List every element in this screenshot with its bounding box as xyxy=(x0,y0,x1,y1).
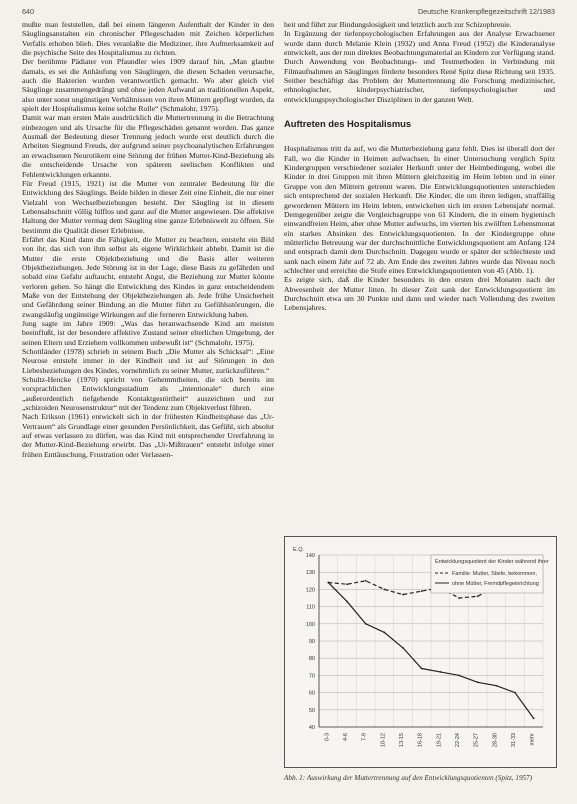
legend-entry: ohne Mütter, Fremdpflegeinrichtung xyxy=(452,581,539,587)
data-point xyxy=(383,589,385,591)
page-number: 640 xyxy=(22,7,34,16)
y-tick-label: 90 xyxy=(308,639,315,645)
y-axis-label: E.Q. xyxy=(293,547,305,553)
line-chart xyxy=(285,537,556,767)
data-point xyxy=(402,647,404,649)
data-point xyxy=(458,675,460,677)
data-point xyxy=(421,668,423,670)
left-column-paragraph: Jung sagte im Jahre 1909: „Was das heranwachsende Kind am meisten beeinflußt, ist der besondere affektive Zustand seiner elterlichen Umgebung, der seinen Eltern und Erziehern vollkommen unbewußt ist“ (Schmalohr, 1975). xyxy=(22,319,274,347)
right-body-paragraph: Hospitalismus tritt da auf, wo die Mutterbeziehung ganz fehlt. Dies ist überall dort der Fall, wo die Kinder in Heimen aufwachsen. In einer Untersuchung verglich Spitz Kindergruppen verschiedener sozialer Herkunft unter der Heimbedingung, wobei die Kinder in drei Gruppen mit ihren Müttern gleichzeitig im Heim lebten und in einer Gruppe von den Müttern getrennt waren. Die Entwicklungsquotienten unterschieden sich entsprechend der sozialen Herkunft. Die Kinder, die um ihren ledigen, straffällig gewordenen Müttern im Heim lebten, entwickelten sich im ersten Lebensjahr normal. Demgegenüber zeigte die Vergleichsgruppe von 61 Kindern, die in einem hygienisch einwandfreien Heim, aber ohne Mutter aufwuchs, im vierten bis zwölften Lebensmonat ein starkes Absinken des Entwicklungsquotienten. In der Kindergruppe ohne mütterliche Betreuung war der durchschnittliche Entwicklungsquotient am Anfang 124 und entsprach damit dem Durchschnitt. Dagegen wurde er später der schlechteste und sank nach einem Jahr auf 72 ab. Am Ende des zweiten Jahres wurde das Niveau noch schlechter und erreichte die Stufe eines Entwicklungsquotienten von 45 (Abb. 1). xyxy=(284,144,555,275)
x-tick-label: 22-24 xyxy=(455,733,461,748)
x-tick-label: 16-18 xyxy=(417,733,424,748)
left-column-paragraph: mußte man feststellen, daß bei einem längeren Aufenthalt der Kinder in den Säuglingsanstalten ein chronischer Pflegeschaden mit Zeichen körperlichen Verfalls erhoben blieb. Dies veranlaßte die Mediziner, ihre Aufmerksamkeit auf die psychische Seite des Hospitalismus zu richten. xyxy=(22,20,274,58)
legend-title: Entwicklungsquotient der Kinder während ihrer xyxy=(435,559,549,565)
left-column-paragraph: Schultz-Hencke (1970) spricht von Gehemmtheiten, die sich bereits im vorsprachlichen Entwicklungsstadium als „intentionale“ durch eine „außerordentlich tiefgehende Kontaktgestörtheit“ auszeichnen und zur „schizoiden Neurosenstruktur“ mit der Tendenz zum Objektverlust führen. xyxy=(22,375,274,413)
x-tick-label: 13-15 xyxy=(399,733,405,748)
section-heading: Auftreten des Hospitalismus xyxy=(284,118,412,130)
data-point xyxy=(533,718,535,720)
left-column-paragraph: Für Freud (1915, 1921) ist die Mutter von zentraler Bedeutung für die Entwicklung des Säuglings. Beide bilden in dieser Zeit eine Einheit, die nur einer Vielzahl von Wechselbeziehungen besteht. Der Säugling ist in diesem Lebensabschnitt völlig hilflos und ganz auf die Mutter angewiesen. Die affektive Haltung der Mutter vermag dem Säugling eine ganze Erlebniswelt zu öffnen. Sie bestimmt die Qualität dieser Erlebnisse. xyxy=(22,178,274,235)
left-column-paragraph: Schottländer (1978) schrieb in seinem Buch „Die Mutter als Schicksal“: „Eine Neurose entsteht immer in der Kindheit und ist auf Störungen in den Liebesbeziehungen des Kindes, vornehmlich zu seiner Mutter, zurückzuführen.“ xyxy=(22,347,274,375)
y-tick-label: 120 xyxy=(305,587,315,594)
data-point xyxy=(439,671,441,673)
x-tick-label: 19-21 xyxy=(436,733,443,748)
x-tick-label: 7-9 xyxy=(361,733,368,741)
left-column-paragraph: Erfährt das Kind dann die Fähigkeit, die Mutter zu beachten, entsteht ein Bild von ihr, das sich von ihm selbst als eigene Wirklichkeit abhebt. Damit ist die Mutter die erste Objektbeziehung und die Basis aller weiteren Objektbeziehungen. Jede Störung ist in der Lage, diese Basis zu gefährden und sobald eine Gefahr auftaucht, entsteht Angst, die Beziehung zur Mutter könnte verloren gehen. So hängt die Entwicklung des Kindes in ganz entscheidendem Maße von der Entstehung der Objektbeziehungen ab. Jede frühe Unsicherheit und Gefährdung seiner Bindung an die Mutter führt zu Gefühlsstörungen, die zwangsläufig ungünstige Wirkungen auf die ferneren Entwicklung haben. xyxy=(22,234,274,319)
y-tick-label: 130 xyxy=(305,570,315,577)
data-point xyxy=(477,681,479,683)
y-tick-label: 100 xyxy=(305,621,315,628)
x-tick-label: 0-3 xyxy=(324,733,331,741)
left-column-paragraph: Der berühmte Pädiater von Pfaundler wies 1909 darauf hin, „Man glaubte damals, es sei die Anhäufung von Säuglingen, die diesen Schaden verursache, auch die Bakterien wurden verantwortlich gemacht. Wo aber gleich viel Säuglinge zusammengedrängt und ohne jeden Aufwand an traditionellen Aspekt, also unter sonst ungünstigen Verhältnissen von ihren Müttern gepflegt wurden, da spielt der Hospitalismus keine solche Rolle“ (Schmalohr, 1975). xyxy=(22,57,274,114)
y-tick-label: 50 xyxy=(308,707,315,714)
data-point xyxy=(346,601,348,603)
data-point xyxy=(365,580,367,582)
y-tick-label: 80 xyxy=(308,656,315,663)
left-column-paragraph: Damit war man ersten Male ausdrücklich die Muttertrennung in die Betrachtung einbezogen und als Ursache für die Pflegeschäden genannt worden. Das ganze Ausmaß der Bedeutung dieser Trennung jedoch wurde erst deutlich durch die Arbeiten Siegmund Freuds, der aufgrund seiner psychoanalytischen Erfahrungen an erwachsenen Neurotikern eine Störung der frühen Mutter-Kind-Beziehung als die entscheidende Ursache von späteren seelischen Konflikten und Fehlentwicklungen erkannte. xyxy=(22,113,274,179)
y-tick-label: 60 xyxy=(308,690,315,697)
x-tick-label: 31-33 xyxy=(511,733,517,748)
right-column xyxy=(284,20,555,313)
right-intro-paragraph: heit und führt zur Bindungslosigkeit und letztlich auch zur Schizophrenie. xyxy=(284,20,512,29)
x-tick-label: mehr xyxy=(529,733,536,746)
legend-entry: Familie: Mutter, Stiefe, bekommen, xyxy=(452,571,537,577)
y-tick-label: 110 xyxy=(306,604,315,611)
data-point xyxy=(477,595,479,597)
figure-caption: Abb. 1: Auswirkung der Muttertrennung auf den Entwicklungsquotienten (Spitz, 1957) xyxy=(284,774,533,782)
figure-chart xyxy=(284,536,557,768)
data-point xyxy=(495,685,497,687)
data-point xyxy=(383,632,385,634)
left-column xyxy=(22,20,274,800)
data-point xyxy=(327,582,329,584)
data-point xyxy=(402,594,404,596)
x-tick-label: 28-30 xyxy=(492,733,499,748)
data-point xyxy=(421,590,423,592)
right-intro-paragraph: In Ergänzung der tiefenpsychologischen Erfahrungen aus der Analyse Erwachsener wurde dann durch Melanie Klein (1932) und Anna Freud (1952) die Kinderanalyse entwickelt, aus der nun direktes Beobachtungsmaterial an Kindern zur Verfügung stand. Durch Anwendung von Beobachtungs- und Testmethoden in Verbindung mit Filmaufnahmen an Säuglingen förderte besonders René Spitz diese Richtung seit 1935. Seither beschäftigt das Problem der Muttertrennung die Forschung medizinischer, ethnologischer, kinderpsychiatrischer, tiefenpsychologischer und entwicklungspsychologischer Disziplinen in der ganzen Welt. xyxy=(284,29,555,104)
data-point xyxy=(458,597,460,599)
x-tick-label: 4-6 xyxy=(343,733,349,741)
page-header xyxy=(22,7,555,19)
data-point xyxy=(514,692,516,694)
journal-title: Deutsche Krankenpflegezeitschrift 12/1983 xyxy=(417,7,555,16)
y-tick-label: 70 xyxy=(308,673,315,680)
y-tick-label: 40 xyxy=(308,725,315,731)
left-column-paragraph: Nach Erikson (1961) entwickelt sich in der frühesten Kindheitsphase das „Ur-Vertrauen“ als Grundlage einer gesunden Persönlichkeit, das Gefühl, sich absolut auf etwas verlassen zu dürfen, was das Kind mit entsprechender Urerfahrung in der Mutter-Kind-Beziehung erwirbt. Das „Ur-Mißtrauen“ entsteht infolge einer frühen Enttäuschung, Frustration oder Verlassen- xyxy=(22,412,274,459)
data-point xyxy=(346,583,348,585)
x-tick-label: 10-12 xyxy=(380,733,387,748)
x-tick-label: 25-27 xyxy=(473,733,480,748)
data-point xyxy=(365,623,367,625)
y-tick-label: 140 xyxy=(305,553,315,559)
right-body-paragraph: Es zeigte sich, daß die Kinder besonders in den ersten drei Monaten nach der Abwesenheit der Mutter litten. In dieser Zeit sank der Entwicklungsquotient im Durchschnitt etwa um 30 Punkte und dann und wieder nach Vollendung des zweiten Lebensjahres. xyxy=(284,275,555,313)
